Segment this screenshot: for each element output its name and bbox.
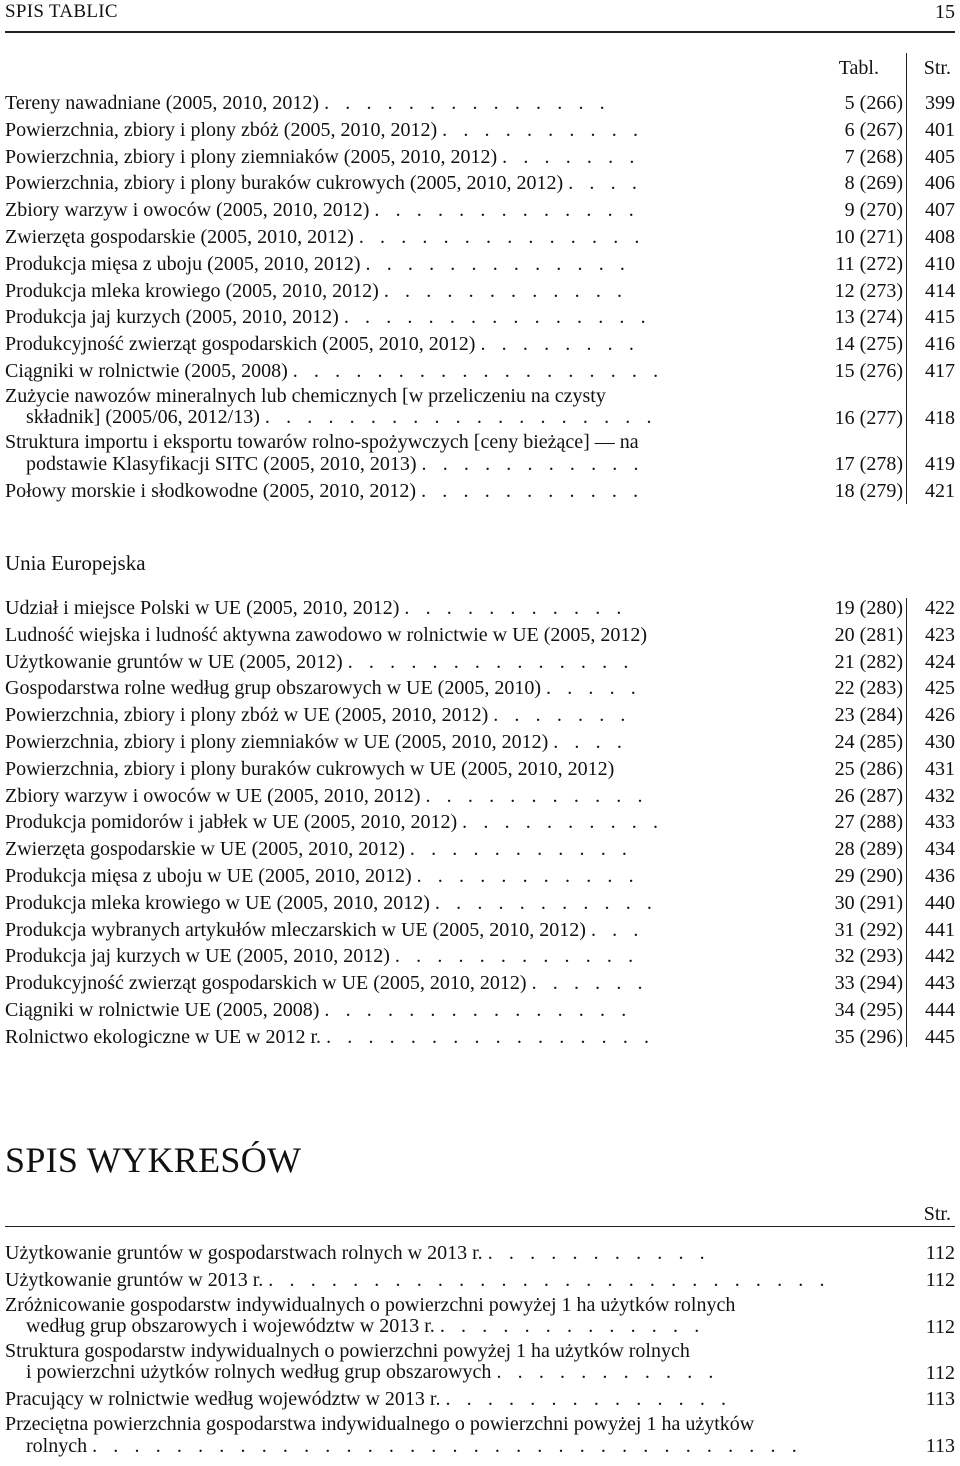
list-item [5,702,955,729]
entry-title [5,1024,785,1051]
tables-list-poland [5,57,955,504]
page-ref: 445 [925,1025,955,1048]
page-ref: 421 [925,479,955,502]
entry-title-text: Produkcja wybranych artykułów mleczarskich w UE (2005, 2010, 2012) [5,918,586,941]
list-item [5,997,955,1024]
table-number: 26 (287) [834,784,903,807]
list-item [5,278,955,305]
list-item [5,358,955,385]
entry-title [5,1267,885,1294]
list-item [5,1294,955,1340]
list-item [5,970,955,997]
tables-list-eu [5,595,955,1051]
list-item [5,478,955,505]
table-number: 7 (268) [844,145,903,168]
entry-title [5,809,785,836]
leader-dots: . . . . [553,730,628,753]
page-ref: 432 [925,784,955,807]
entry-title [5,1386,885,1413]
page-number: 15 [935,1,955,23]
table-number: 29 (290) [834,864,903,887]
table-number: 30 (291) [834,891,903,914]
list-item [5,144,955,171]
entry-title [5,595,785,622]
entry-title-text: Zwierzęta gospodarskie w UE (2005, 2010, 2012) [5,838,405,861]
table-number: 17 (278) [834,453,903,476]
leader-dots: . . . . . . . . . . . . . . . . . . [292,359,664,382]
entry-title-text: Zbiory warzyw i owoców (2005, 2010, 2012) [5,199,370,222]
leader-dots: . . . . . . . . . . . . . [365,252,631,275]
page-ref: 436 [925,864,955,887]
leader-dots: . . . . . . . . . . . . . . [324,92,611,114]
leader-dots: . . . . . . . . . . . [404,597,628,619]
entry-title-text: Produkcja mleka krowiego (2005, 2010, 2012) [5,279,379,302]
list-item [5,1240,955,1267]
table-number: 18 (279) [834,479,903,502]
entry-title-line1: Zróżnicowanie gospodarstw indywidualnych o powierzchni powyżej 1 ha użytków rolnych [5,1294,736,1316]
entry-title [5,783,785,810]
list-item [5,197,955,224]
leader-dots: . . . . . . . . . . . [421,453,645,475]
entry-title-text: Powierzchnia, zbiory i plony zbóż (2005, 2010, 2012) [5,118,438,141]
entry-title-text: Powierzchnia, zbiory i plony ziemniaków (2005, 2010, 2012) [5,145,498,168]
leader-dots: . . . . . . . . . . . . . . . [324,998,632,1021]
entry-title-line2 [5,454,785,476]
entry-title-text: Produkcja mięsa z uboju w UE (2005, 2010, 2012) [5,864,412,887]
table-number: 16 (277) [834,406,903,429]
table-number: 9 (270) [844,199,903,222]
leader-dots: . . . . . . . . . . . . . . [445,1388,732,1411]
leader-dots: . . . . . . . . . . . [487,1242,711,1264]
leader-dots: . . . . . . . . . . . [421,479,644,502]
entry-title [5,224,785,251]
entry-title [5,358,785,385]
entry-title-text: Tereny nawadniane (2005, 2010, 2012) [5,92,320,114]
page-ref: 442 [925,945,955,968]
list-item [5,729,955,756]
page-ref: 113 [925,1435,955,1458]
entry-title-text: Użytkowanie gruntów w 2013 r. [5,1268,264,1291]
entry-title [5,863,785,890]
entry-title-line1: Przeciętna powierzchnia gospodarstwa indywidualnego o powierzchni powyżej 1 ha użytków [5,1414,755,1436]
page-ref: 418 [925,406,955,429]
entry-title [5,251,785,278]
list-item [5,117,955,144]
table-number: 32 (293) [834,945,903,968]
entry-title-text: Produkcyjność zwierząt gospodarskich (2005, 2010, 2012) [5,333,476,356]
table-number: 28 (289) [834,838,903,861]
page-ref: 430 [925,730,955,753]
entry-title [5,1414,885,1457]
entry-title-text: rolnych [26,1435,88,1457]
entry-title [5,117,785,144]
page-ref: 425 [925,677,955,700]
table-number: 33 (294) [834,972,903,995]
page-ref: 112 [925,1315,955,1338]
leader-dots: . . . . [568,172,643,195]
charts-list [5,1203,955,1460]
page-ref: 112 [925,1361,955,1384]
entry-title [5,729,785,756]
page-ref: 113 [925,1388,955,1411]
table-number: 10 (271) [834,225,903,248]
entry-title-line1: Struktura gospodarstw indywidualnych o powierzchni powyżej 1 ha użytków rolnych [5,1340,690,1362]
leader-dots: . . . . . . . . . . . [416,864,640,887]
table-number: 34 (295) [834,998,903,1021]
leader-dots: . . . . . . . . . . . . . . . . . . . . . . . . . . . . . . . . . . [92,1435,803,1457]
entry-title-text: Ludność wiejska i ludność aktywna zawodowo w rolnictwie w UE (2005, 2012) [5,623,648,646]
entry-title-text: Udział i miejsce Polski w UE (2005, 2010, 2012) [5,597,400,619]
leader-dots: . . . . . . . . . . . . . [374,199,640,222]
leader-dots: . . . . . [546,677,642,700]
page-ref: 417 [925,359,955,382]
leader-dots: . . . . . . . . . . . . . . [358,225,646,248]
page-ref: 414 [925,279,955,302]
table-number: 24 (285) [834,730,903,753]
page-ref: 399 [925,92,955,114]
header-rule [5,1226,955,1227]
page-ref: 419 [925,453,955,476]
entry-title-line1: Zużycie nawozów mineralnych lub chemicznych [w przeliczeniu na czysty [5,385,606,407]
list-item [5,783,955,810]
list-item [5,863,955,890]
entry-title [5,943,785,970]
page-ref: 415 [925,306,955,329]
leader-dots: . . . . . . . . . . . . [383,279,628,302]
leader-dots: . . . . . . . . . . . [425,784,649,807]
list-item [5,304,955,331]
page-ref: 112 [925,1268,955,1291]
list-item [5,890,955,917]
leader-dots: . . . . . . [531,972,649,995]
table-number: 11 (272) [835,252,903,275]
page-ref: 408 [925,225,955,248]
page-ref: 434 [925,838,955,861]
list-item [5,1386,955,1413]
entry-title-text: według grup obszarowych i województw w 2013 r. [26,1316,435,1338]
entry-title [5,478,785,505]
column-headers [5,1199,955,1235]
entry-title [5,144,785,171]
page-ref: 444 [925,998,955,1021]
charts-list-title: SPIS WYKRESÓW [5,1140,302,1180]
leader-dots: . . . . . . . . . . . . [394,945,639,968]
table-number: 27 (288) [834,811,903,834]
page-ref: 401 [925,118,955,141]
entry-title [5,836,785,863]
entry-title [5,702,785,729]
entry-title [5,622,785,649]
table-number: 23 (284) [834,704,903,727]
entry-title-text: i powierzchni użytków rolnych według grup obszarowych [26,1362,492,1384]
leader-dots: . . . . . . . . . . . [496,1362,720,1384]
list-item [5,1024,955,1051]
entry-title-text: podstawie Klasyfikacji SITC (2005, 2010, 2013) [26,453,417,475]
page-ref: 423 [925,623,955,646]
entry-title [5,1240,885,1267]
list-item [5,224,955,251]
entry-title-line2 [5,1436,885,1458]
table-number: 19 (280) [834,597,903,619]
page-ref: 422 [925,597,955,619]
entry-title-text: Zbiory warzyw i owoców w UE (2005, 2010, 2012) [5,784,421,807]
list-item [5,649,955,676]
entry-title-text: Ciągniki w rolnictwie (2005, 2008) [5,359,288,382]
entry-title-text: Użytkowanie gruntów w gospodarstwach rolnych w 2013 r. [5,1242,483,1264]
page-ref: 424 [925,650,955,673]
section-heading-ue: Unia Europejska [5,551,146,575]
leader-dots: . . . . . . . . . . . [434,891,658,914]
leader-dots: . . . . . . . . . . . . . . [347,650,634,673]
entry-title-line2 [5,1316,885,1338]
table-number: 22 (283) [834,677,903,700]
entry-title-text: Produkcja mięsa z uboju (2005, 2010, 2012) [5,252,361,275]
leader-dots: . . . . . . . [502,145,640,168]
table-number: 21 (282) [834,650,903,673]
page-header [0,0,960,34]
page-ref: 416 [925,333,955,356]
list-item [5,943,955,970]
entry-title [5,386,785,429]
page-ref: 440 [925,891,955,914]
entry-title [5,997,785,1024]
entry-title-text: Produkcja jaj kurzych w UE (2005, 2010, 2012) [5,945,390,968]
column-head-str: Str. [923,57,951,79]
page-ref: 407 [925,199,955,222]
entry-title [5,170,785,197]
entry-title [5,304,785,331]
table-number: 6 (267) [844,118,903,141]
page-ref: 443 [925,972,955,995]
entry-title-text: Rolnictwo ekologiczne w UE w 2012 r. [5,1025,322,1048]
entry-title [5,1295,885,1338]
column-head-tabl: Tabl. [838,57,879,79]
entry-title [5,756,785,783]
page-ref: 112 [925,1242,955,1264]
table-number: 15 (276) [834,359,903,382]
column-head-str: Str. [923,1203,951,1225]
leader-dots: . . . . . . . . . . . . . [439,1316,705,1338]
table-number: 13 (274) [834,306,903,329]
leader-dots: . . . . . . . [493,704,632,727]
entry-title [5,197,785,224]
page-ref: 405 [925,145,955,168]
entry-title-text: Produkcja mleka krowiego w UE (2005, 2010, 2012) [5,891,430,914]
leader-dots: . . . . . . . . . . . . . . . . [326,1025,655,1048]
list-item [5,622,955,649]
page-ref: 410 [925,252,955,275]
list-item [5,836,955,863]
page-ref: 433 [925,811,955,834]
list-item [5,675,955,702]
entry-title-text: Powierzchnia, zbiory i plony zbóż w UE (2005, 2010, 2012) [5,704,489,727]
list-item [5,331,955,358]
list-item [5,756,955,783]
entry-title-text: Produkcyjność zwierząt gospodarskich w UE (2005, 2010, 2012) [5,972,527,995]
entry-title-text: Powierzchnia, zbiory i plony ziemniaków w UE (2005, 2010, 2012) [5,730,549,753]
table-number: 12 (273) [834,279,903,302]
entry-title-text: Pracujący w rolnictwie według województw w 2013 r. [5,1388,441,1411]
table-number: 14 (275) [834,333,903,356]
entry-title-text: Użytkowanie gruntów w UE (2005, 2012) [5,650,343,673]
entry-title [5,890,785,917]
entry-title-text: Produkcja jaj kurzych (2005, 2010, 2012) [5,306,339,329]
list-item [5,1413,955,1459]
entry-title [5,278,785,305]
page-ref: 406 [925,172,955,195]
table-number: 8 (269) [844,172,903,195]
entry-title [5,331,785,358]
leader-dots: . . . . . . . . . . . . . . . [343,306,652,329]
list-item [5,809,955,836]
entry-title [5,917,785,944]
column-headers [5,53,955,89]
page-ref: 426 [925,704,955,727]
list-item [5,595,955,622]
entry-title-text: Powierzchnia, zbiory i plony buraków cukrowych w UE (2005, 2010, 2012) [5,757,615,780]
entry-title-text: Gospodarstwa rolne według grup obszarowych w UE (2005, 2010) [5,677,541,700]
entry-title [5,1341,885,1384]
page-ref: 441 [925,918,955,941]
table-number: 25 (286) [834,757,903,780]
leader-dots: . . . . . . . . [480,333,640,356]
leader-dots: . . . . . . . . . . . . . . . . . . . [264,407,658,429]
running-title: SPIS TABLIC [5,1,118,22]
list-item [5,1267,955,1294]
entry-title-text: Powierzchnia, zbiory i plony buraków cukrowych (2005, 2010, 2012) [5,172,564,195]
entry-title-text: Zwierzęta gospodarskie (2005, 2010, 2012) [5,225,354,248]
table-number: 20 (281) [834,623,903,646]
table-number: 35 (296) [834,1025,903,1048]
entry-title [5,649,785,676]
entry-title-line2 [5,1362,885,1384]
list-item [5,431,955,477]
page-ref: 431 [925,757,955,780]
entry-title [5,432,785,475]
entry-title-text: składnik] (2005/06, 2012/13) [26,407,260,429]
leader-dots: . . . . . . . . . . [442,118,644,141]
leader-dots: . . . [590,918,644,941]
entry-title [5,90,785,117]
leader-dots: . . . . . . . . . . . [409,838,633,861]
header-rule [5,31,955,33]
list-item [5,385,955,431]
entry-title-line2 [5,407,785,429]
table-number: 5 (266) [844,92,903,114]
entry-title-text: Połowy morskie i słodkowodne (2005, 2010, 2012) [5,479,417,502]
list-item [5,251,955,278]
entry-title-text: Ciągniki w rolnictwie UE (2005, 2008) [5,998,320,1021]
leader-dots: . . . . . . . . . . . . . . . . . . . . . . . . . . . [268,1268,831,1291]
entry-title-line1: Struktura importu i eksportu towarów rolno-spożywczych [ceny bieżące] — na [5,432,639,454]
entry-title [5,675,785,702]
list-item [5,917,955,944]
entry-title-text: Produkcja pomidorów i jabłek w UE (2005, 2010, 2012) [5,811,458,834]
leader-dots: . . . . . . . . . . [462,811,664,834]
list-item [5,170,955,197]
table-number: 31 (292) [834,918,903,941]
list-item [5,1340,955,1386]
entry-title [5,970,785,997]
list-item [5,90,955,117]
